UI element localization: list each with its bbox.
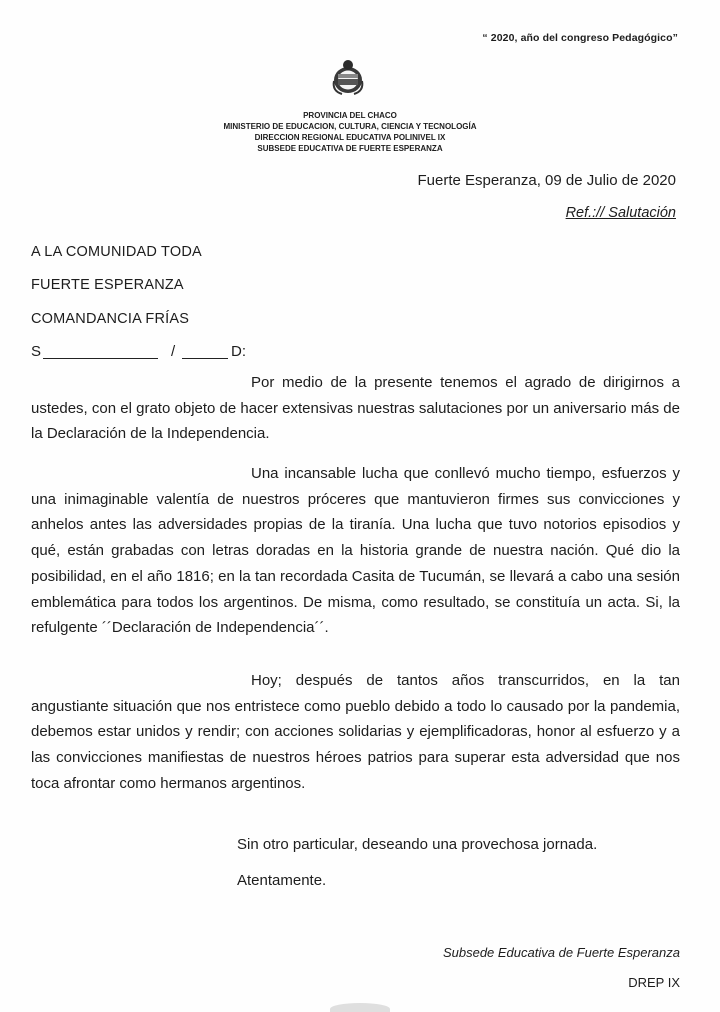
reference-line: Ref.:// Salutación (565, 205, 676, 221)
date-line: Fuerte Esperanza, 09 de Julio de 2020 (417, 172, 676, 189)
direction-line: DIRECCION REGIONAL EDUCATIVA POLINIVEL IX (254, 133, 446, 142)
body-paragraph-text: Una incansable lucha que conllevó mucho tiempo, esfuerzos y una inimaginable valentía de nuestros próceres que mantuvieron firmes sus convicciones y anhelos antes las adversidades propias de la tiranía. Una lucha que tuvo notorios episodios y qué, están grabadas con letras doradas en la historia grande de nuestra nación. Qué dio la posibilidad, en el año 1816; en la tan recordada Casita de Tucumán, se llevará a cabo una sesión emblemática para todos los argentinos. De misma, como resultado, se constituía un acta. Si, la refulgente ´´Declaración de Independencia´´. (31, 465, 680, 637)
recipient-line: FUERTE ESPERANZA (31, 277, 184, 293)
salutation-underline (43, 358, 158, 359)
body-paragraph (31, 668, 680, 797)
year-motto: “ 2020, año del congreso Pedagógico” (482, 32, 678, 44)
scan-artifact (330, 1003, 390, 1012)
body-paragraph (31, 370, 680, 447)
salutation-s: S (31, 343, 42, 360)
institution-header (210, 110, 490, 154)
salutation-underline (182, 358, 228, 359)
signature-code: DREP IX (628, 975, 680, 990)
province-line: PROVINCIA DEL CHACO (303, 111, 397, 120)
body-paragraph (31, 461, 680, 641)
salutation-line (31, 343, 261, 363)
salutation-slash: / (171, 343, 176, 360)
signature-line: Subsede Educativa de Fuerte Esperanza (442, 945, 680, 960)
ministry-line: MINISTERIO DE EDUCACION, CULTURA, CIENCIA Y TECNOLOGÍA (223, 122, 477, 131)
body-paragraph-text: Hoy; después de tantos años transcurridos, en la tan angustiante situación que nos entristece como pueblo debido a todo lo causado por la pandemia, debemos estar unidos y rendir; con acciones solidarias y ejemplificadoras, honor al esfuerzo y a las convicciones manifiestas de nuestros héroes patrios para superar esta adversidad que nos toca afrontar como hermanos argentinos. (31, 672, 680, 792)
closing-line: Sin otro particular, deseando una provechosa jornada. (237, 836, 598, 853)
body-paragraph-text: Por medio de la presente tenemos el agrado de dirigirnos a ustedes, con el grato objeto de hacer extensivas nuestras salutaciones por un aniversario más de la Declaración de la Independencia. (31, 374, 680, 443)
subsede-line: SUBSEDE EDUCATIVA DE FUERTE ESPERANZA (257, 144, 443, 153)
recipient-line: A LA COMUNIDAD TODA (31, 244, 202, 260)
salutation-d: D: (231, 343, 246, 360)
closing-regards: Atentamente. (237, 872, 327, 889)
provincial-seal-icon (328, 57, 368, 97)
recipient-line: COMANDANCIA FRÍAS (31, 311, 190, 327)
